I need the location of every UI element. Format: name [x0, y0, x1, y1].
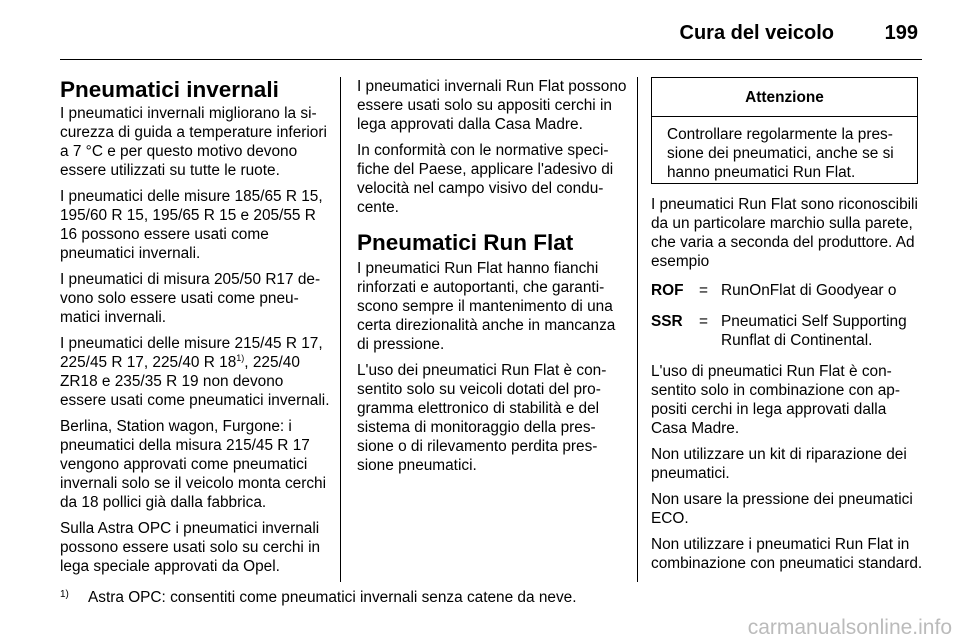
abbreviation-equals: =	[699, 282, 708, 299]
abbreviation-row	[651, 281, 926, 300]
header-divider	[60, 59, 922, 60]
footnote-text: Astra OPC: consentiti come pneumatici invernali senza catene da neve.	[88, 589, 577, 606]
abbreviation-definition: RunOnFlat di Goodyear o	[721, 282, 897, 299]
footnote	[60, 589, 920, 607]
paragraph: I pneumatici invernali migliorano la sicurezza di guida a temperature inferiori a 7 °C e per questo motivo devono essere utilizzati su tutte le ruote.	[60, 105, 327, 179]
page-header-title: Cura del veicolo	[679, 22, 834, 44]
column-divider	[637, 77, 638, 582]
paragraph: Sulla Astra OPC i pneumatici invernali possono essere usati solo su cerchi in lega speciale approvati da Opel.	[60, 520, 321, 575]
abbreviation-equals: =	[699, 313, 708, 330]
column-1	[60, 76, 330, 583]
paragraph: Non utilizzare un kit di riparazione dei pneumatici.	[651, 446, 907, 482]
paragraph: Non utilizzare i pneumatici Run Flat in combinazione con pneumatici standard.	[651, 536, 923, 572]
paragraph-text: I pneumatici delle misure 215/45 R 17, 225/45 R 17, 225/40 R 18	[60, 335, 323, 371]
page-number: 199	[884, 22, 918, 44]
abbreviation-definition: Pneumatici Self Supporting Runflat di Continental.	[721, 313, 907, 349]
abbreviation-term: ROF	[651, 282, 684, 299]
warning-text: Controllare regolarmente la pressione dei pneumatici, anche se si hanno pneumatici Run Flat.	[667, 126, 894, 181]
paragraph: L'uso di pneumatici Run Flat è consentito solo in combinazione con appositi cerchi in lega approvati dalla Casa Madre.	[651, 363, 900, 437]
section-heading-winter-tyres: Pneumatici invernali	[60, 77, 279, 102]
column-3	[651, 195, 926, 580]
paragraph: I pneumatici invernali Run Flat possono essere usati solo su appositi cerchi in lega approvati dalla Casa Madre.	[357, 78, 627, 133]
paragraph: I pneumatici Run Flat hanno fianchi rinforzati e autoportanti, che garantiscono sempre il mantenimento di una certa direzionalità anche in mancanza di pressione.	[357, 260, 616, 353]
watermark: carmanualsonline.info	[747, 616, 952, 639]
footnote-mark: 1)	[60, 589, 69, 600]
paragraph: Berlina, Station wagon, Furgone: i pneumatici della misura 215/45 R 17 vengono approvati come pneumatici invernali solo se il veicolo monta cerchi da 18 pollici già dalla fabbrica.	[60, 418, 327, 511]
paragraph: Non usare la pressione dei pneumatici ECO.	[651, 491, 913, 527]
abbreviation-term: SSR	[651, 313, 683, 330]
paragraph: In conformità con le normative specifiche del Paese, applicare l'adesivo di velocità nel campo visivo del conducente.	[357, 142, 614, 216]
footnote-reference: 1)	[236, 352, 245, 363]
paragraph: I pneumatici delle misure 185/65 R 15, 195/60 R 15, 195/65 R 15 e 205/55 R 16 possono essere usati come pneumatici invernali.	[60, 188, 323, 262]
column-divider	[340, 77, 341, 582]
paragraph: L'uso dei pneumatici Run Flat è consentito solo su veicoli dotati del programma elettronico di stabilità e del sistema di monitoraggio della pressione o di rilevamento perdita pressione pneumatici.	[357, 362, 607, 474]
column-2	[357, 77, 627, 482]
abbreviation-row	[651, 312, 926, 350]
paragraph	[60, 334, 330, 410]
warning-box	[651, 77, 918, 184]
warning-title: Attenzione	[652, 78, 917, 117]
paragraph-text: , 225/40 ZR18 e 235/35 R 19 non devono essere usati come pneumatici invernali.	[60, 354, 330, 409]
paragraph: I pneumatici di misura 205/50 R17 devono solo essere usati come pneumatici invernali.	[60, 271, 321, 326]
section-heading-run-flat: Pneumatici Run Flat	[357, 230, 574, 255]
paragraph: I pneumatici Run Flat sono riconoscibili da un particolare marchio sulla parete, che varia a seconda del produttore. Ad esempio	[651, 196, 918, 270]
